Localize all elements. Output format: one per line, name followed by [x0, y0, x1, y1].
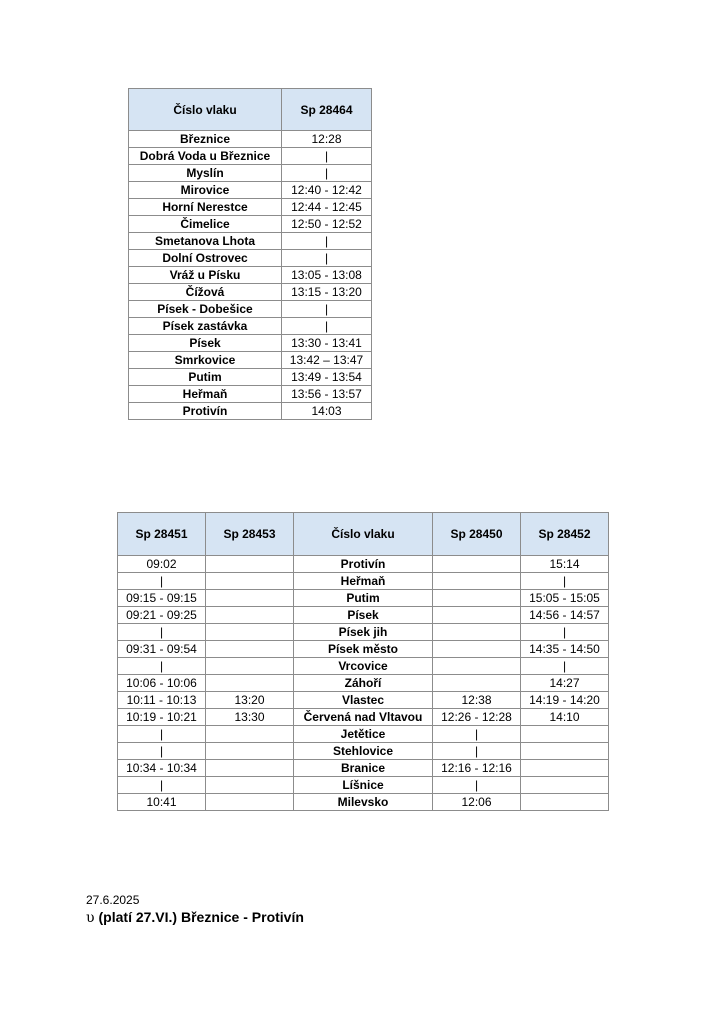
table-row [129, 352, 372, 369]
station-name: Dobrá Voda u Březnice [129, 148, 282, 165]
table-row [118, 556, 609, 573]
time-cell: 10:11 - 10:13 [118, 692, 206, 709]
table-row [129, 182, 372, 199]
table-row [118, 743, 609, 760]
time-cell: | [118, 726, 206, 743]
time-cell [206, 590, 294, 607]
station-name: Březnice [129, 131, 282, 148]
table-row [129, 233, 372, 250]
time-cell: 10:19 - 10:21 [118, 709, 206, 726]
time-cell: 14:27 [521, 675, 609, 692]
station-name: Heřmaň [129, 386, 282, 403]
table-row [118, 692, 609, 709]
table-row [118, 760, 609, 777]
header-train-number: Číslo vlaku [294, 513, 433, 556]
table-row [118, 709, 609, 726]
time-cell: | [118, 658, 206, 675]
time-cell [433, 624, 521, 641]
station-name: Líšnice [294, 777, 433, 794]
footer-title [86, 909, 304, 926]
table-row [118, 794, 609, 811]
table-row [118, 607, 609, 624]
table-row [118, 777, 609, 794]
table-row [129, 284, 372, 301]
time-cell: 13:49 - 13:54 [282, 369, 372, 386]
time-cell: 13:30 [206, 709, 294, 726]
table-row [129, 301, 372, 318]
time-cell: | [282, 301, 372, 318]
header-train-sp28452: Sp 28452 [521, 513, 609, 556]
time-cell [433, 641, 521, 658]
time-cell: 14:19 - 14:20 [521, 692, 609, 709]
time-cell: 10:34 - 10:34 [118, 760, 206, 777]
footer-date: 27.6.2025 [86, 893, 140, 907]
table-row [118, 573, 609, 590]
station-name: Putim [294, 590, 433, 607]
station-name: Heřmaň [294, 573, 433, 590]
station-name: Čížová [129, 284, 282, 301]
station-name: Horní Nerestce [129, 199, 282, 216]
time-cell [206, 624, 294, 641]
station-name: Smetanova Lhota [129, 233, 282, 250]
footer-title-text: (platí 27.VI.) Březnice - Protivín [98, 909, 304, 925]
time-cell: 13:30 - 13:41 [282, 335, 372, 352]
time-cell: 09:31 - 09:54 [118, 641, 206, 658]
time-cell [206, 726, 294, 743]
time-cell [433, 556, 521, 573]
table-row [118, 641, 609, 658]
time-cell [206, 794, 294, 811]
time-cell: 13:05 - 13:08 [282, 267, 372, 284]
station-name: Branice [294, 760, 433, 777]
time-cell: | [282, 165, 372, 182]
station-name: Čimelice [129, 216, 282, 233]
table-row [129, 335, 372, 352]
time-cell: | [282, 148, 372, 165]
time-cell [206, 760, 294, 777]
station-name: Myslín [129, 165, 282, 182]
table-row [129, 369, 372, 386]
station-name: Smrkovice [129, 352, 282, 369]
table-row [129, 148, 372, 165]
time-cell: 12:26 - 12:28 [433, 709, 521, 726]
table-row [118, 675, 609, 692]
time-cell [206, 607, 294, 624]
time-cell [206, 573, 294, 590]
time-cell: | [118, 624, 206, 641]
header-train-number: Číslo vlaku [129, 89, 282, 131]
header-train-sp28451: Sp 28451 [118, 513, 206, 556]
time-cell: | [521, 573, 609, 590]
table-row [118, 590, 609, 607]
timetable-protivin-milevsko [117, 512, 609, 811]
header-train-sp28453: Sp 28453 [206, 513, 294, 556]
table-row [129, 216, 372, 233]
time-cell: 13:20 [206, 692, 294, 709]
time-cell: | [521, 658, 609, 675]
table-row [129, 131, 372, 148]
table-row [129, 165, 372, 182]
time-cell: | [282, 318, 372, 335]
time-cell: 15:14 [521, 556, 609, 573]
time-cell [521, 760, 609, 777]
time-cell [521, 726, 609, 743]
header-train-sp28464: Sp 28464 [282, 89, 372, 131]
time-cell: 12:16 - 12:16 [433, 760, 521, 777]
station-name: Písek - Dobešice [129, 301, 282, 318]
time-cell: | [521, 624, 609, 641]
table-row [118, 726, 609, 743]
station-name: Mirovice [129, 182, 282, 199]
table-row [129, 250, 372, 267]
station-name: Vráž u Písku [129, 267, 282, 284]
station-name: Putim [129, 369, 282, 386]
time-cell: 14:10 [521, 709, 609, 726]
time-cell: 10:06 - 10:06 [118, 675, 206, 692]
table-row [129, 403, 372, 420]
time-cell: 09:02 [118, 556, 206, 573]
time-cell [433, 573, 521, 590]
validity-symbol: υ [86, 910, 95, 926]
time-cell: 12:28 [282, 131, 372, 148]
table-header-row [129, 89, 372, 131]
station-name: Písek [129, 335, 282, 352]
time-cell [206, 777, 294, 794]
time-cell: 12:40 - 12:42 [282, 182, 372, 199]
time-cell [521, 777, 609, 794]
time-cell [433, 607, 521, 624]
time-cell [206, 743, 294, 760]
time-cell [206, 675, 294, 692]
time-cell: 14:03 [282, 403, 372, 420]
station-name: Záhoří [294, 675, 433, 692]
time-cell: 13:42 – 13:47 [282, 352, 372, 369]
time-cell: 13:56 - 13:57 [282, 386, 372, 403]
station-name: Červená nad Vltavou [294, 709, 433, 726]
time-cell [521, 794, 609, 811]
header-train-sp28450: Sp 28450 [433, 513, 521, 556]
station-name: Písek jih [294, 624, 433, 641]
time-cell [433, 658, 521, 675]
station-name: Protivín [294, 556, 433, 573]
table-header-row [118, 513, 609, 556]
time-cell: 09:21 - 09:25 [118, 607, 206, 624]
station-name: Vlastec [294, 692, 433, 709]
station-name: Písek město [294, 641, 433, 658]
station-name: Vrcovice [294, 658, 433, 675]
time-cell: 15:05 - 15:05 [521, 590, 609, 607]
station-name: Milevsko [294, 794, 433, 811]
time-cell: | [118, 743, 206, 760]
table-row [118, 624, 609, 641]
table-row [129, 318, 372, 335]
time-cell: 12:06 [433, 794, 521, 811]
time-cell: | [282, 250, 372, 267]
time-cell: | [282, 233, 372, 250]
time-cell [433, 590, 521, 607]
time-cell: | [433, 777, 521, 794]
time-cell [206, 641, 294, 658]
time-cell: 14:35 - 14:50 [521, 641, 609, 658]
table-row [129, 267, 372, 284]
station-name: Písek [294, 607, 433, 624]
time-cell: 10:41 [118, 794, 206, 811]
station-name: Stehlovice [294, 743, 433, 760]
station-name: Písek zastávka [129, 318, 282, 335]
time-cell: 12:38 [433, 692, 521, 709]
time-cell: | [118, 777, 206, 794]
time-cell [206, 556, 294, 573]
station-name: Protivín [129, 403, 282, 420]
time-cell [521, 743, 609, 760]
station-name: Jetětice [294, 726, 433, 743]
table-row [118, 658, 609, 675]
time-cell: | [433, 743, 521, 760]
timetable-brez-protivin [128, 88, 372, 420]
time-cell [206, 658, 294, 675]
time-cell: 12:50 - 12:52 [282, 216, 372, 233]
time-cell: 13:15 - 13:20 [282, 284, 372, 301]
time-cell: 12:44 - 12:45 [282, 199, 372, 216]
table-row [129, 386, 372, 403]
table-row [129, 199, 372, 216]
time-cell [433, 675, 521, 692]
time-cell: 14:56 - 14:57 [521, 607, 609, 624]
time-cell: | [433, 726, 521, 743]
time-cell: 09:15 - 09:15 [118, 590, 206, 607]
station-name: Dolní Ostrovec [129, 250, 282, 267]
time-cell: | [118, 573, 206, 590]
